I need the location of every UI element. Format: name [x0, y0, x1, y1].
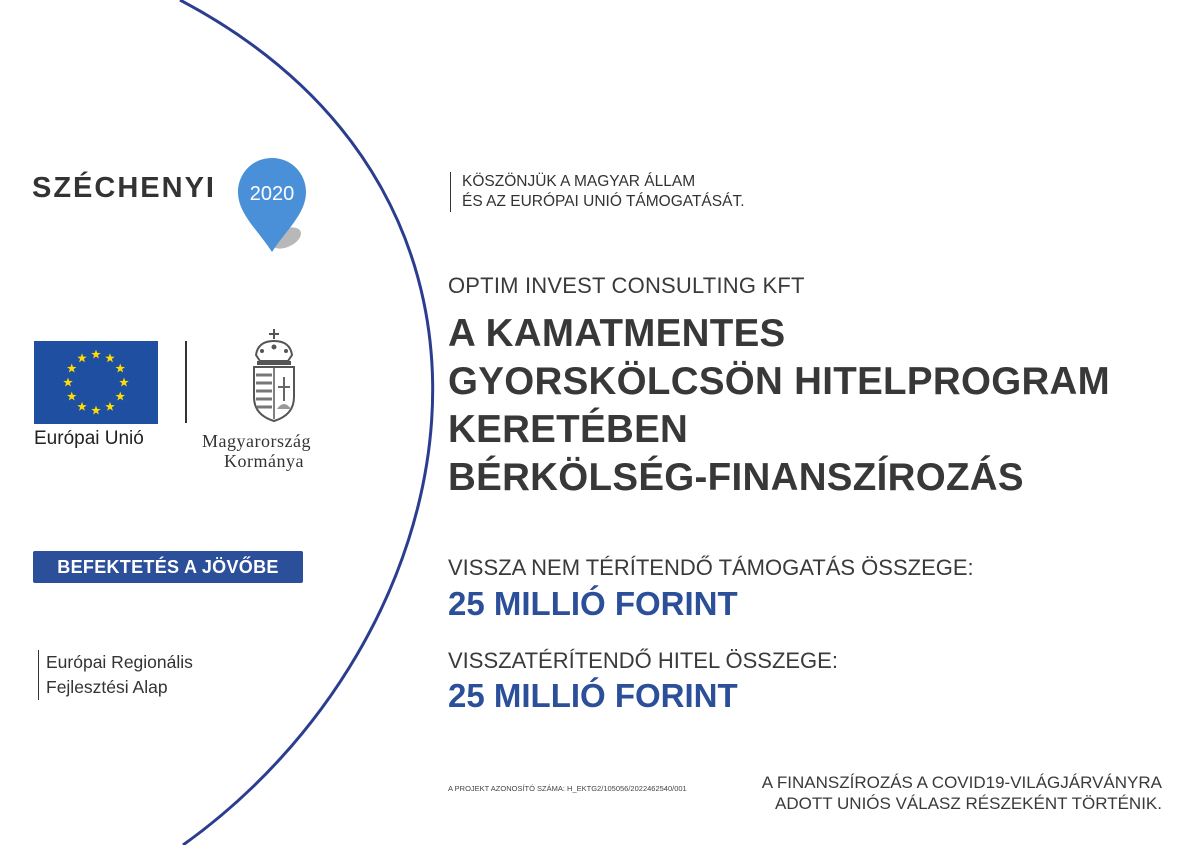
covid-line2: ADOTT UNIÓS VÁLASZ RÉSZEKÉNT TÖRTÉNIK. — [775, 794, 1162, 813]
eu-star — [105, 402, 115, 411]
eu-star — [67, 392, 77, 401]
loan-value: 25 MILLIÓ FORINT — [448, 677, 738, 714]
fund-label — [38, 650, 193, 700]
eu-star — [105, 353, 115, 362]
title-line-4: BÉRKÖLSÉG-FINANSZÍROZÁS — [448, 456, 1024, 499]
thanks-line2: ÉS AZ EURÓPAI UNIÓ TÁMOGATÁSÁT. — [462, 193, 745, 210]
grant-label: VISSZA NEM TÉRÍTENDŐ TÁMOGATÁS ÖSSZEGE: — [448, 555, 974, 580]
title-line-2: GYORSKÖLCSÖN HITELPROGRAM — [448, 360, 1111, 403]
eu-star — [67, 364, 77, 373]
szechenyi-year: 2020 — [249, 183, 295, 205]
hu-government-label-line1: Magyarország — [202, 431, 311, 451]
szechenyi-logo-text: SZÉCHENYI — [32, 172, 216, 204]
eu-label: Európai Unió — [34, 428, 144, 449]
eu-star — [63, 378, 73, 387]
loan-label: VISSZATÉRÍTENDŐ HITEL ÖSSZEGE: — [448, 648, 838, 673]
eu-star — [115, 364, 125, 373]
thanks-line1: KÖSZÖNJÜK A MAGYAR ÁLLAM — [462, 173, 696, 190]
hungarian-coat-of-arms-icon — [248, 327, 300, 423]
eu-star — [77, 353, 87, 362]
hu-government-label-line2: Kormánya — [224, 451, 304, 471]
thanks-note — [450, 172, 745, 212]
fund-label-line2: Fejlesztési Alap — [46, 677, 168, 697]
eu-stars — [34, 341, 158, 424]
covid-note — [716, 772, 1162, 814]
invest-future-badge: BEFEKTETÉS A JÖVŐBE — [33, 551, 303, 583]
title-line-3: KERETÉBEN — [448, 408, 689, 451]
logo-separator — [185, 341, 187, 423]
eu-star — [91, 406, 101, 415]
eu-star — [91, 350, 101, 359]
eu-star — [115, 392, 125, 401]
project-id: A PROJEKT AZONOSÍTÓ SZÁMA: H_EKTG2/105056/2022462540/001 — [448, 784, 687, 793]
company-name: OPTIM INVEST CONSULTING KFT — [448, 273, 805, 298]
grant-value: 25 MILLIÓ FORINT — [448, 585, 738, 622]
eu-flag-icon — [34, 341, 158, 424]
title-line-1: A KAMATMENTES — [448, 312, 786, 355]
eu-star — [77, 402, 87, 411]
eu-star — [119, 378, 129, 387]
fund-label-line1: Európai Regionális — [46, 652, 193, 672]
location-pin-icon — [236, 156, 312, 256]
covid-line1: A FINANSZÍROZÁS A COVID19-VILÁGJÁRVÁNYRA — [761, 773, 1162, 792]
